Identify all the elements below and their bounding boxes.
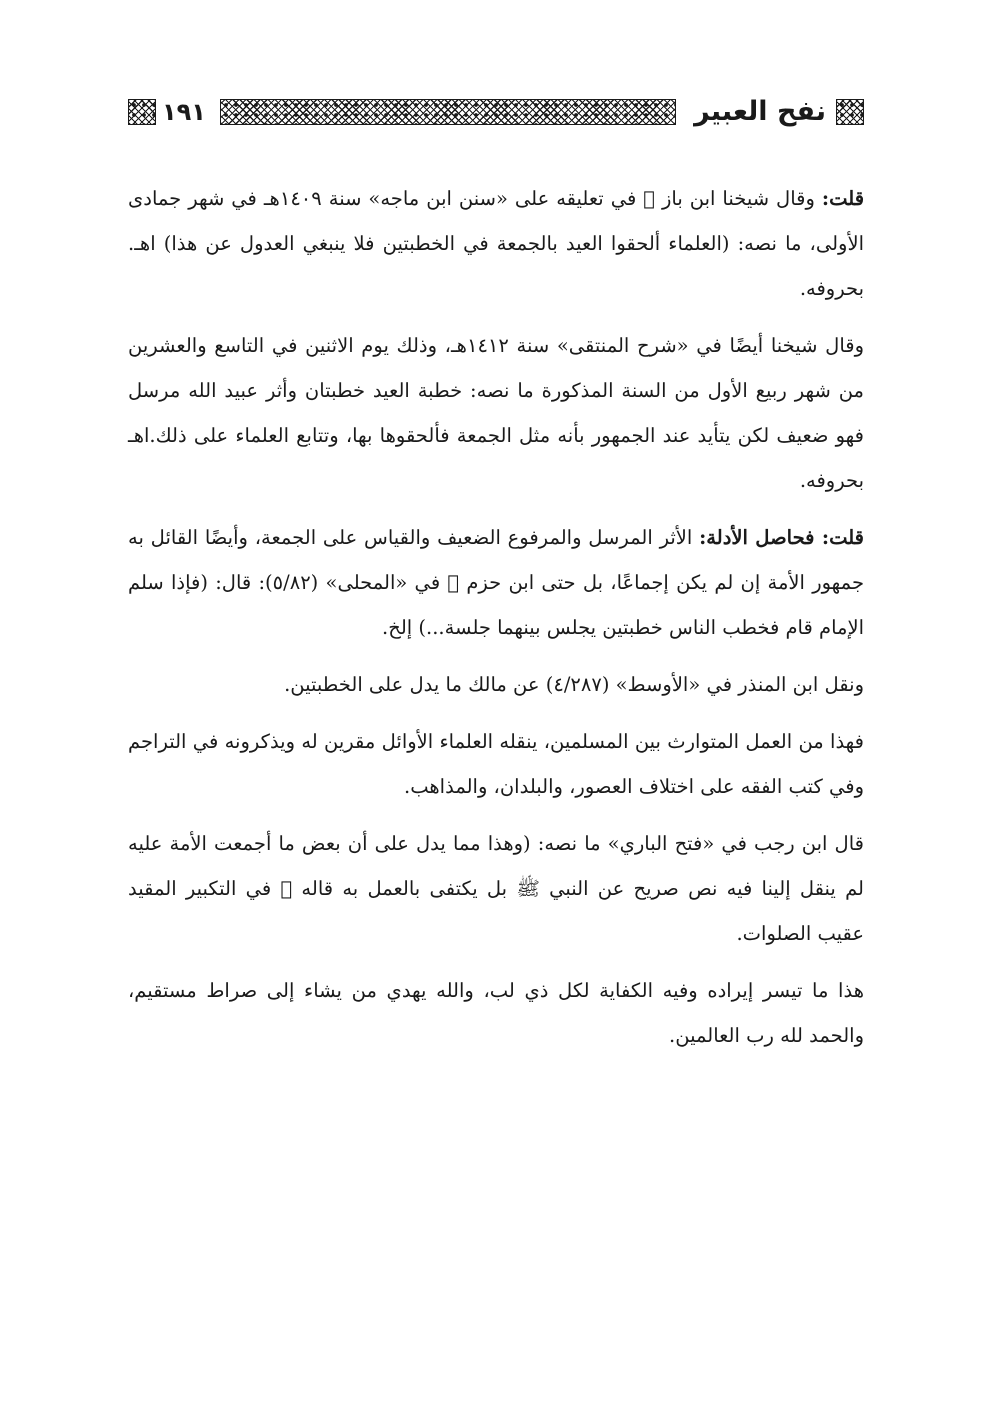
paragraph-3 bbox=[128, 515, 864, 650]
page-body bbox=[128, 176, 864, 1070]
paragraph-4 bbox=[128, 662, 864, 707]
paragraph-1 bbox=[128, 176, 864, 311]
paragraph-text: ونقل ابن المنذر في «الأوسط» (٤/٢٨٧) عن مالك ما يدل على الخطبتين. bbox=[284, 673, 864, 696]
ornament-left bbox=[128, 99, 156, 125]
paragraph-5 bbox=[128, 719, 864, 809]
book-title: نفح العبير bbox=[694, 96, 826, 127]
page-number: ١٩١ bbox=[162, 98, 206, 126]
paragraph-lead: قلت: فحاصل الأدلة: bbox=[699, 526, 864, 549]
paragraph-2 bbox=[128, 323, 864, 503]
paragraph-7 bbox=[128, 968, 864, 1058]
paragraph-6 bbox=[128, 821, 864, 956]
paragraph-text: فهذا من العمل المتوارث بين المسلمين، ينقله العلماء الأوائل مقرين له ويذكرونه في التراجم وفي كتب الفقه على اختلاف العصور، والبلدان، والمذاهب. bbox=[128, 730, 864, 798]
paragraph-text: قال ابن رجب في «فتح الباري» ما نصه: (وهذا مما يدل على أن بعض ما أجمعت الأمة عليه لم ينقل إلينا فيه نص صريح عن النبي ﷺ بل يكتفى بالعمل به قاله ﷬ في التكبير المقيد عقيب الصلوات. bbox=[128, 832, 864, 945]
paragraph-text: الأثر المرسل والمرفوع الضعيف والقياس على الجمعة، وأيضًا القائل به جمهور الأمة إن لم يكن إجماعًا، بل حتى ابن حزم ﷬ في «المحلى» (٥/٨٢): قال: (فإذا سلم الإمام قام فخطب الناس خطبتين يجلس بينهما جلسة...) إلخ. bbox=[128, 526, 864, 639]
paragraph-lead: قلت: bbox=[821, 187, 865, 210]
paragraph-text: وقال شيخنا ابن باز ﷬ في تعليقه على «سنن ابن ماجه» سنة ١٤٠٩هـ في شهر جمادى الأولى، ما نصه: (العلماء ألحقوا العيد بالجمعة في الخطبتين فلا ينبغي العدول عن هذا) اهـ. بحروفه. bbox=[128, 187, 864, 300]
ornament-right bbox=[836, 99, 864, 125]
paragraph-text: هذا ما تيسر إيراده وفيه الكفاية لكل ذي لب، والله يهدي من يشاء إلى صراط مستقيم، والحمد لله رب العالمين. bbox=[128, 979, 864, 1047]
running-header bbox=[128, 92, 864, 132]
paragraph-text: وقال شيخنا أيضًا في «شرح المنتقى» سنة ١٤١٢هـ، وذلك يوم الاثنين في التاسع والعشرين من شهر ربيع الأول من السنة المذكورة ما نصه: خطبة العيد خطبتان وأثر عبيد الله مرسل فهو ضعيف لكن يتأيد عند الجمهور بأنه مثل الجمعة فألحقوها بها، وتتابع العلماء على ذلك.اهـ بحروفه. bbox=[128, 334, 864, 492]
ornament-band bbox=[220, 99, 676, 125]
